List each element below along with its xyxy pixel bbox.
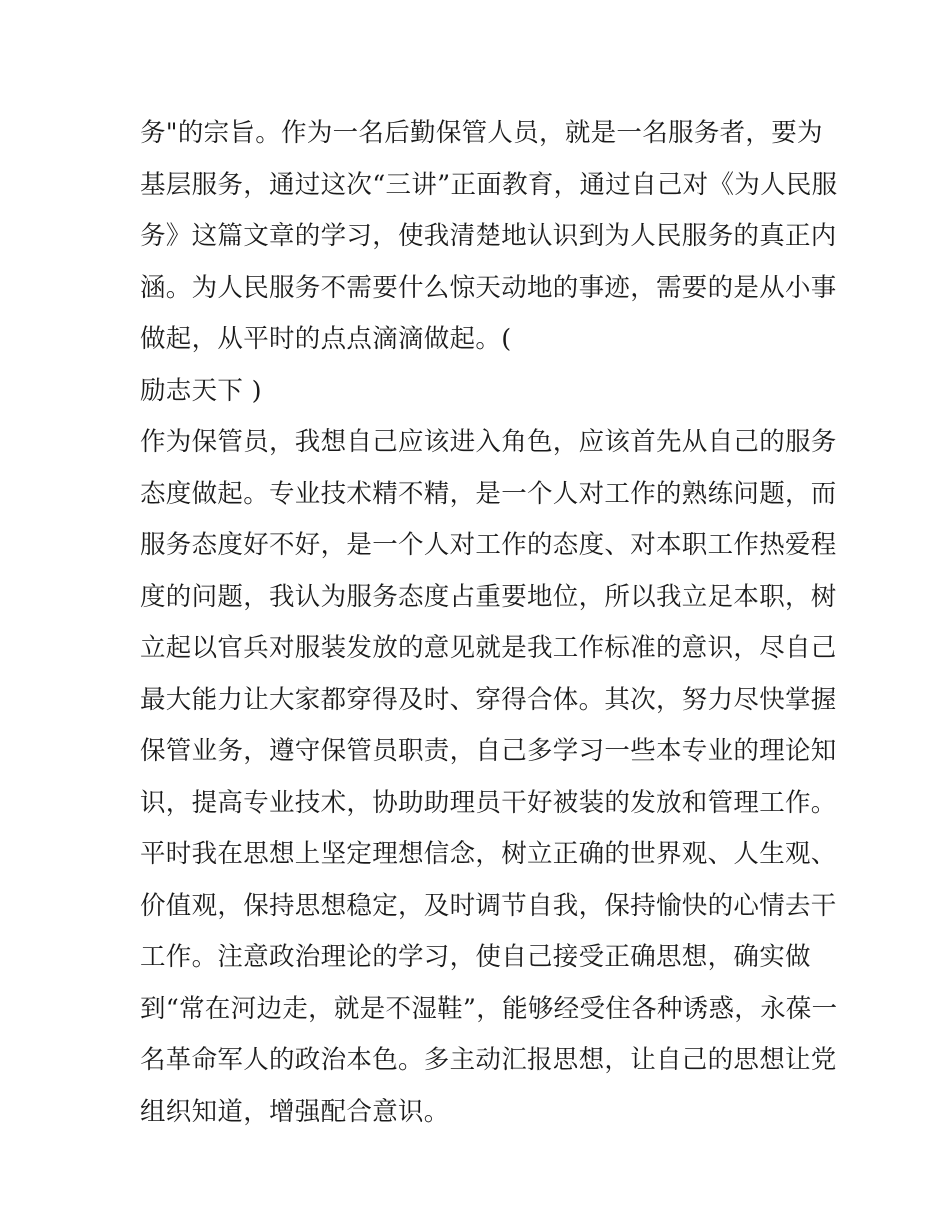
text-line: 务"的宗旨。作为一名后勤保管人员，就是一名服务者，要为 (140, 118, 823, 148)
text-line: 识，提高专业技术，协助助理员干好被装的发放和管理工作。 (140, 787, 837, 818)
text-line: 涵。为人民服务不需要什么惊天动地的事迹，需要的是从小事 (140, 272, 837, 303)
text-line: 平时我在思想上坚定理想信念，树立正确的世界观、人生观、 (140, 839, 837, 869)
text-line: 务》这篇文章的学习，使我清楚地认识到为人民服务的真正内 (140, 221, 837, 251)
text-line: 工作。注意政治理论的学习，使自己接受正确思想，确实做 (140, 942, 811, 972)
text-line: 态度做起。专业技术精不精，是一个人对工作的熟练问题，而 (140, 478, 837, 509)
text-line: 最大能力让大家都穿得及时、穿得合体。其次，努力尽快掌握 (140, 684, 837, 715)
text-line: 立起以官兵对服装发放的意见就是我工作标准的意识，尽自己 (140, 633, 837, 663)
text-line: 到“常在河边走，就是不湿鞋”，能够经受住各种诱惑，永葆一 (140, 993, 838, 1024)
text-line: 名革命军人的政治本色。多主动汇报思想，让自己的思想让党 (140, 1045, 837, 1075)
text-line: 度的问题，我认为服务态度占重要地位，所以我立足本职，树 (140, 581, 837, 612)
text-line: 价值观，保持思想稳定，及时调节自我，保持愉快的心情去干 (140, 890, 837, 921)
text-line: 基层服务，通过这次“三讲”正面教育，通过自己对《为人民服 (140, 169, 838, 200)
text-line: 做起，从平时的点点滴滴做起。( (140, 324, 512, 354)
text-line: 组织知道，增强配合意识。 (140, 1096, 450, 1127)
text-line: 作为保管员，我想自己应该进入角色，应该首先从自己的服务 (140, 427, 837, 457)
document-body (140, 108, 838, 1138)
text-line: 保管业务，遵守保管员职责，自己多学习一些本专业的理论知 (140, 736, 837, 766)
text-line: 励志天下 ) (140, 375, 262, 406)
text-line: 服务态度好不好，是一个人对工作的态度、对本职工作热爱程 (140, 530, 837, 560)
